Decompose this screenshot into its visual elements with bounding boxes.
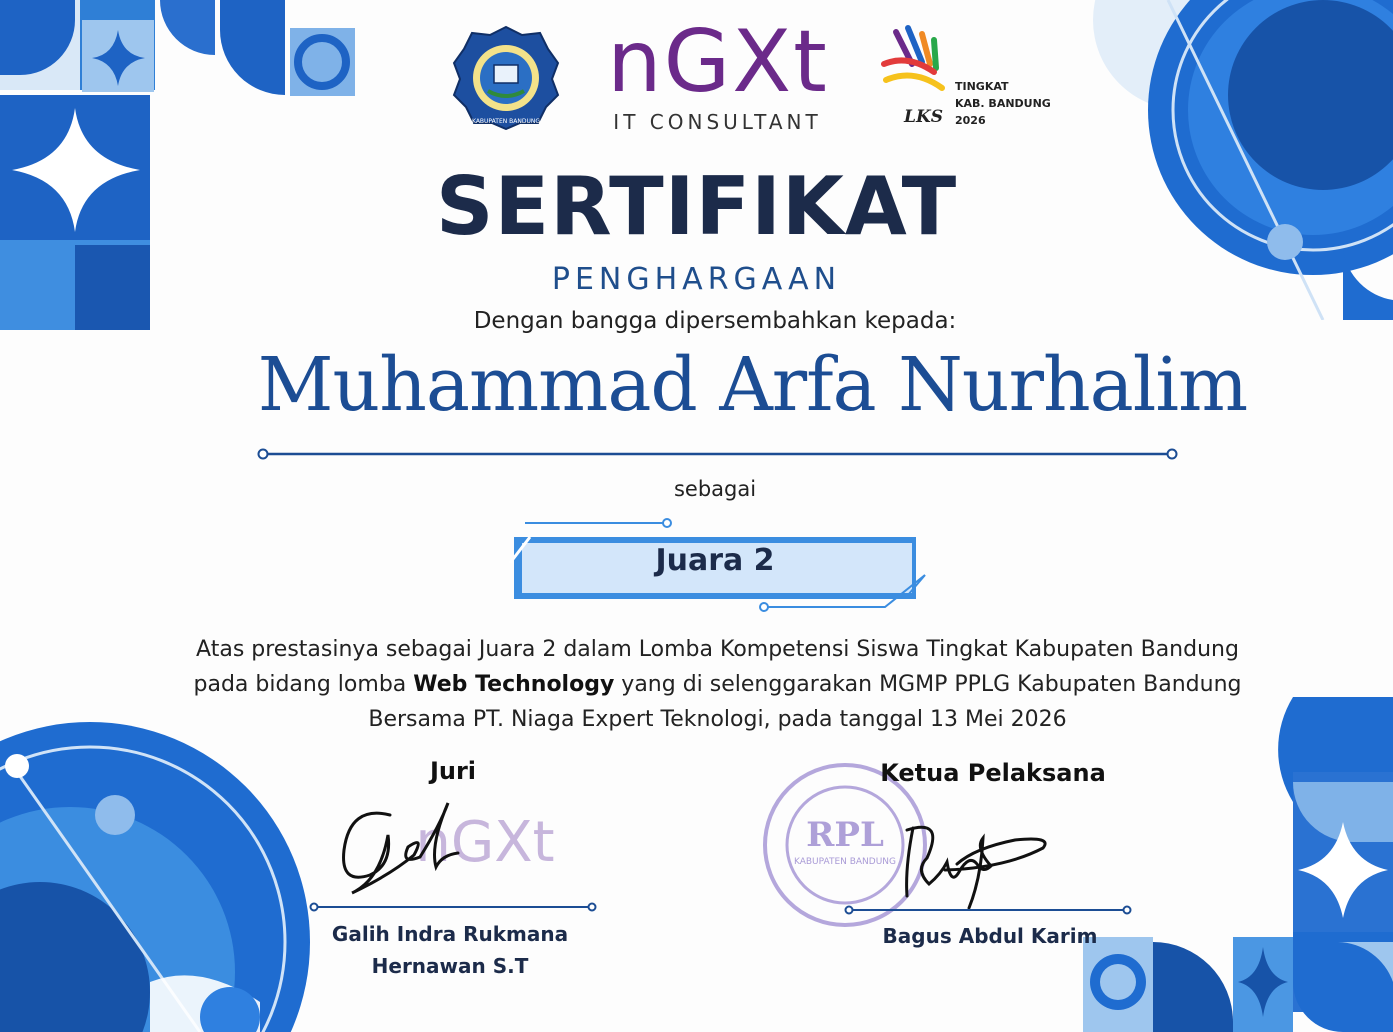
description-part-2: yang di selenggarakan MGMP PPLG Kabupaten Bandung Bersama PT. Niaga Expert Teknologi, pada tanggal 13 Mei 2026 xyxy=(368,672,1242,732)
bottom-left-ornament xyxy=(0,722,310,1032)
award-title: Juara 2 xyxy=(655,543,775,578)
juri-signature-line xyxy=(308,900,598,914)
stamp-center-text: RPL xyxy=(806,815,884,855)
name-underline xyxy=(255,447,1180,461)
certificate-title: SERTIFIKAT xyxy=(435,160,958,253)
lks-caption-line-1: TINGKAT xyxy=(955,80,1009,93)
juri-name xyxy=(300,918,600,982)
ketua-signature xyxy=(885,808,1055,918)
lks-caption-line-2: KAB. BANDUNG xyxy=(955,97,1051,110)
description-part-1: Atas prestasinya sebagai Juara 2 dalam Lomba Kompetensi Siswa Tingkat Kabupaten Bandung pada bidang lomba xyxy=(193,637,1239,697)
ketua-role-label: Ketua Pelaksana xyxy=(880,759,1106,787)
as-label: sebagai xyxy=(673,477,757,501)
intro-text: Dengan bangga dipersembahkan kepada: xyxy=(473,308,957,334)
achievement-description xyxy=(180,632,1255,737)
next-logo-wordmark: nGXt xyxy=(607,12,829,112)
juri-watermark: nGXt xyxy=(415,810,555,875)
juri-name-line-1: Galih Indra Rukmana xyxy=(331,922,569,946)
bottom-right-ornament xyxy=(1083,692,1393,1032)
juri-signature xyxy=(330,795,470,905)
recipient-name: Muhammad Arfa Nurhalim xyxy=(257,342,1248,428)
next-logo-subtitle: IT CONSULTANT xyxy=(613,110,822,134)
competition-field: Web Technology xyxy=(413,672,615,697)
school-seal-caption: KABUPATEN BANDUNG xyxy=(471,118,541,125)
ketua-signature-line xyxy=(843,903,1133,917)
school-seal-logo xyxy=(452,25,560,130)
lks-logo-mark xyxy=(878,24,956,128)
certificate-subtitle: PENGHARGAAN xyxy=(551,262,842,297)
ketua-name: Bagus Abdul Karim xyxy=(882,924,1098,948)
stamp-sub-text: KABUPATEN BANDUNG xyxy=(793,857,897,867)
lks-caption-line-3: 2026 xyxy=(955,114,986,127)
lks-badge-text: LKS xyxy=(904,107,944,127)
lks-caption xyxy=(955,78,1065,129)
juri-name-line-2: Hernawan S.T xyxy=(371,954,529,978)
juri-role-label: Juri xyxy=(429,757,477,785)
